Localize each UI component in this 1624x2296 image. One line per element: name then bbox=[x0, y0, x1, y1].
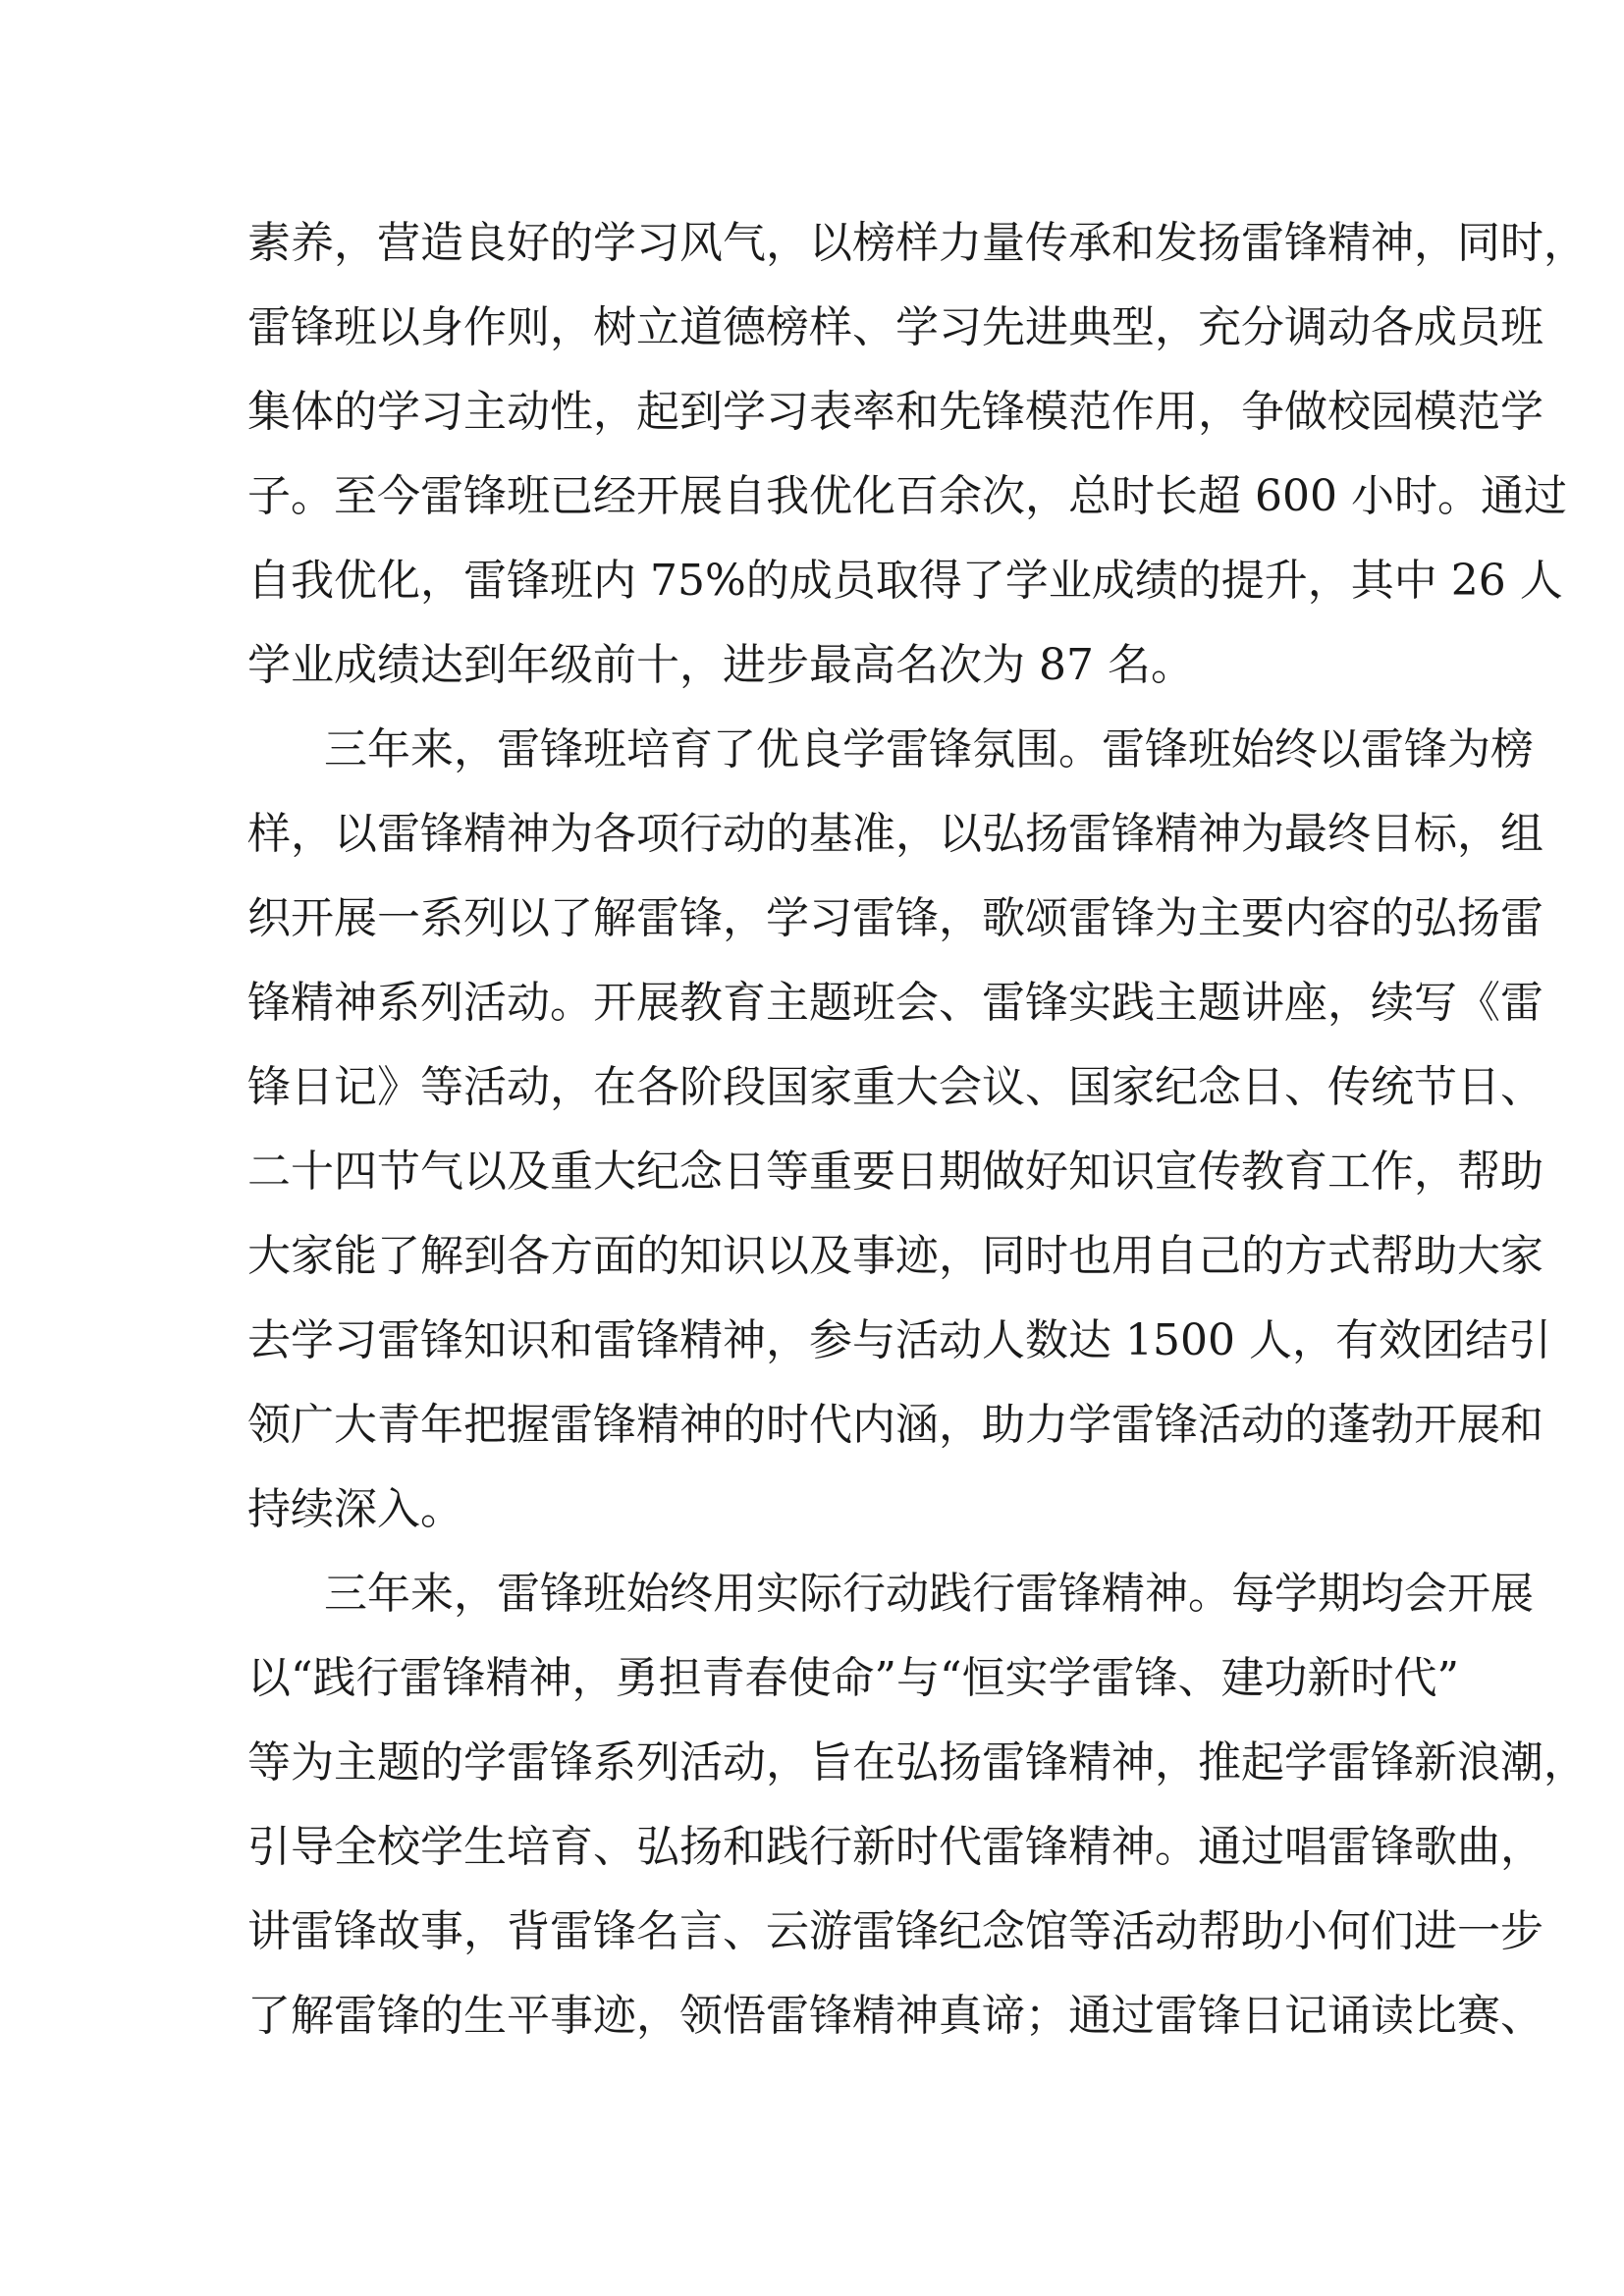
text-line: 学业成绩达到年级前十，进步最高名次为 87 名。 bbox=[247, 640, 1194, 690]
text-line: 织开展一系列以了解雷锋，学习雷锋，歌颂雷锋为主要内容的弘扬雷 bbox=[247, 893, 1543, 943]
text-line: 去学习雷锋知识和雷锋精神，参与活动人数达 1500 人，有效团结引 bbox=[247, 1315, 1551, 1365]
text-line: 自我优化，雷锋班内 75%的成员取得了学业成绩的提升，其中 26 人 bbox=[247, 556, 1563, 606]
text-line: 二十四节气以及重大纪念日等重要日期做好知识宣传教育工作，帮助 bbox=[247, 1147, 1543, 1197]
text-line: 锋精神系列活动。开展教育主题班会、雷锋实践主题讲座，续写《雷 bbox=[247, 978, 1543, 1028]
text-line: 讲雷锋故事，背雷锋名言、云游雷锋纪念馆等活动帮助小何们进一步 bbox=[247, 1906, 1543, 1956]
text-line: 领广大青年把握雷锋精神的时代内涵，助力学雷锋活动的蓬勃开展和 bbox=[247, 1400, 1543, 1450]
text-line: 三年来，雷锋班始终用实际行动践行雷锋精神。每学期均会开展 bbox=[324, 1569, 1534, 1619]
text-line: 样，以雷锋精神为各项行动的基准，以弘扬雷锋精神为最终目标，组 bbox=[247, 809, 1543, 859]
text-line: 了解雷锋的生平事迹，领悟雷锋精神真谛；通过雷锋日记诵读比赛、 bbox=[247, 1991, 1543, 2041]
text-line: 等为主题的学雷锋系列活动，旨在弘扬雷锋精神，推起学雷锋新浪潮， bbox=[247, 1737, 1587, 1788]
text-line: 集体的学习主动性，起到学习表率和先锋模范作用，争做校园模范学 bbox=[247, 387, 1543, 437]
text-line: 大家能了解到各方面的知识以及事迹，同时也用自己的方式帮助大家 bbox=[247, 1231, 1543, 1281]
text-line: 素养，营造良好的学习风气，以榜样力量传承和发扬雷锋精神，同时， bbox=[247, 218, 1587, 268]
text-line: 以“践行雷锋精神，勇担青春使命”与“恒实学雷锋、建功新时代” bbox=[247, 1653, 1459, 1703]
text-line: 三年来，雷锋班培育了优良学雷锋氛围。雷锋班始终以雷锋为榜 bbox=[324, 724, 1534, 774]
text-line: 雷锋班以身作则，树立道德榜样、学习先进典型，充分调动各成员班 bbox=[247, 302, 1543, 352]
text-line: 锋日记》等活动，在各阶段国家重大会议、国家纪念日、传统节日、 bbox=[247, 1062, 1543, 1112]
text-line: 引导全校学生培育、弘扬和践行新时代雷锋精神。通过唱雷锋歌曲， bbox=[247, 1822, 1543, 1872]
text-line: 子。至今雷锋班已经开展自我优化百余次，总时长超 600 小时。通过 bbox=[247, 471, 1567, 521]
text-line: 持续深入。 bbox=[247, 1484, 463, 1534]
